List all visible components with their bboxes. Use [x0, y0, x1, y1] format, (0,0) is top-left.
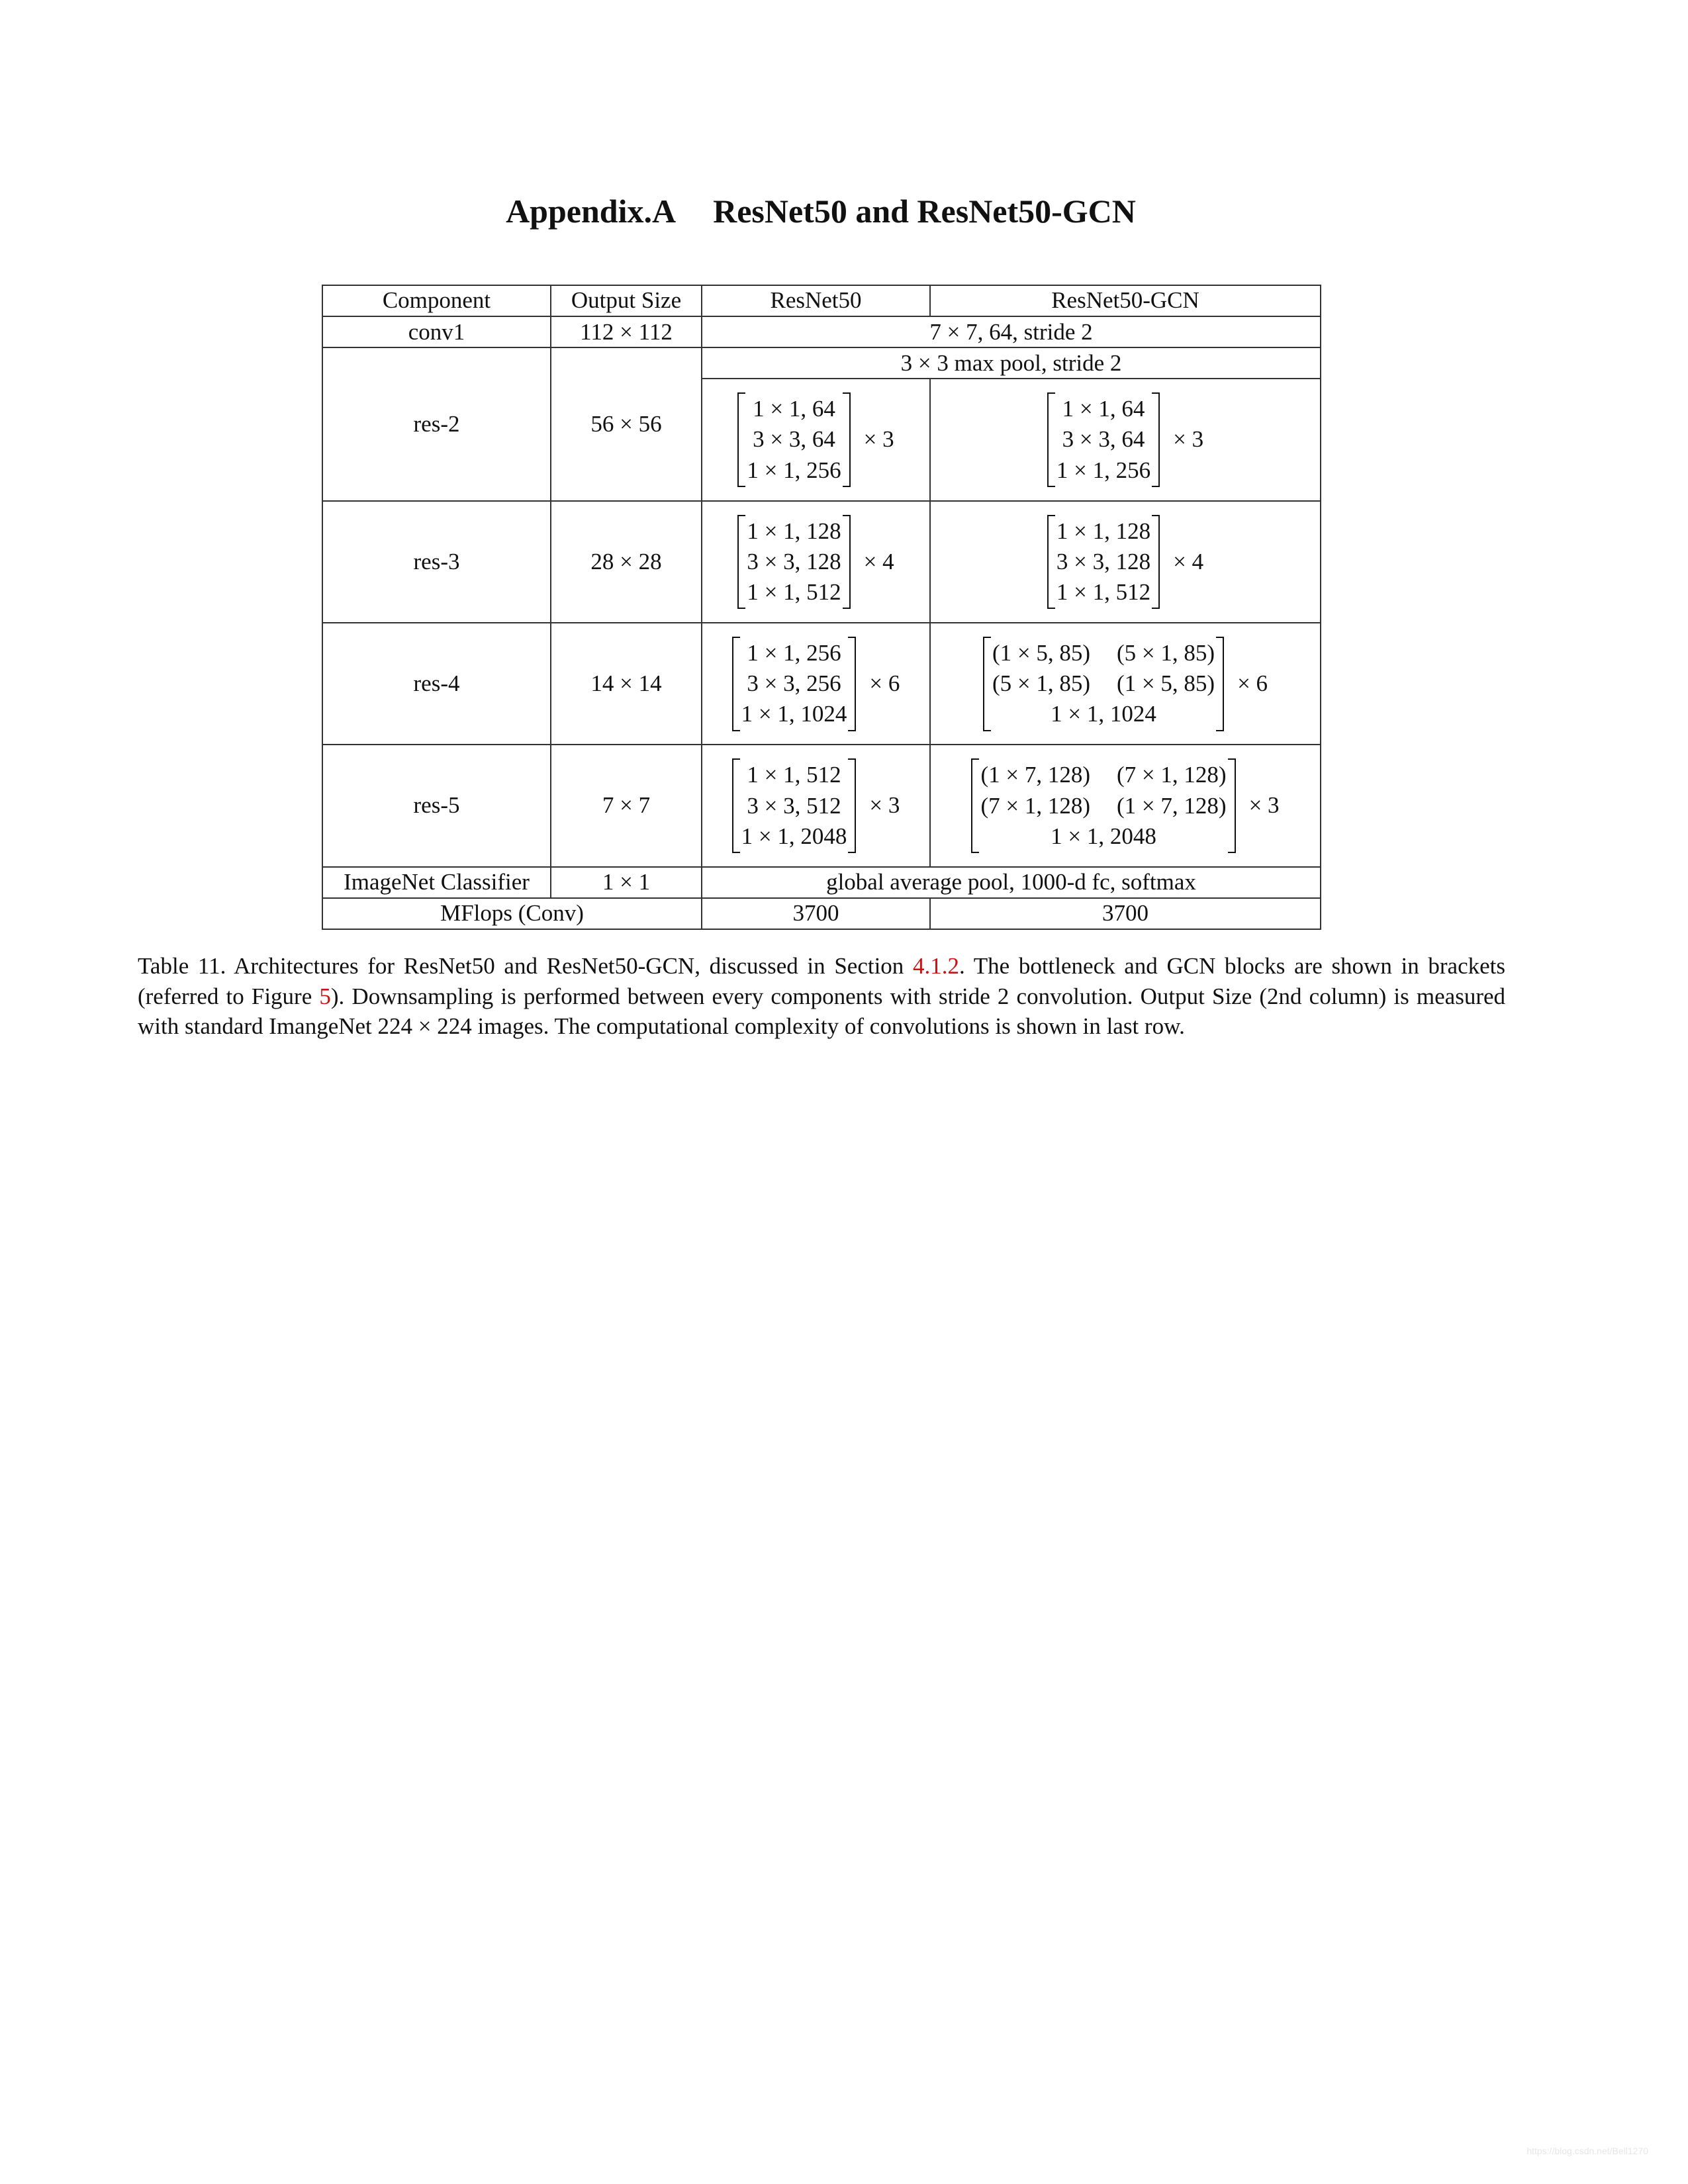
matrix-row: 1 × 1, 128	[747, 518, 841, 544]
block-matrix	[971, 758, 1235, 853]
matrix-entry: (7 × 1, 128)	[1117, 762, 1227, 788]
cell-output-size: 56 × 56	[551, 347, 702, 500]
matrix-row	[992, 638, 1215, 668]
cell-component: MFlops (Conv)	[322, 898, 702, 929]
cell-res2-resnet	[702, 379, 930, 500]
matrix-row: 1 × 1, 2048	[741, 823, 847, 849]
header-resnet50-gcn: ResNet50-GCN	[930, 285, 1321, 316]
cell-mflops-gcn: 3700	[930, 898, 1321, 929]
matrix-row: 1 × 1, 64	[1062, 396, 1145, 422]
header-component: Component	[322, 285, 551, 316]
cell-component: res-2	[322, 347, 551, 500]
cell-component: res-4	[322, 623, 551, 745]
bottleneck-block	[732, 758, 900, 853]
table-row-mflops	[322, 898, 1321, 929]
matrix-row: 1 × 1, 256	[1056, 457, 1151, 483]
cell-res4-resnet	[702, 623, 930, 745]
bottleneck-block	[1047, 515, 1203, 610]
block-multiplier: × 4	[863, 548, 894, 574]
matrix-row	[992, 668, 1215, 699]
cell-res4-gcn	[930, 623, 1321, 745]
matrix-row: 1 × 1, 256	[747, 639, 841, 666]
matrix-entry: (1 × 7, 128)	[980, 762, 1090, 788]
cell-res3-resnet	[702, 501, 930, 623]
cell-mflops-resnet: 3700	[702, 898, 930, 929]
appendix-title	[0, 192, 1642, 230]
block-multiplier: × 3	[869, 792, 900, 819]
block-matrix	[983, 637, 1224, 731]
matrix-row	[980, 791, 1226, 821]
block-multiplier: × 3	[1173, 426, 1204, 453]
matrix-row: 1 × 1, 1024	[741, 701, 847, 727]
matrix-entry: (1 × 5, 85)	[992, 639, 1090, 666]
matrix-row: 1 × 1, 512	[1056, 578, 1151, 605]
caption-text: . The bottleneck and GCN blocks are shown in brackets (referred to Figure	[138, 953, 1505, 1009]
caption-text: Table 11. Architectures for ResNet50 and ResNet50-GCN, discussed in Section	[138, 953, 913, 979]
matrix-entry: (1 × 7, 128)	[1117, 792, 1227, 819]
header-output-size: Output Size	[551, 285, 702, 316]
block-matrix	[737, 392, 850, 487]
gcn-block	[971, 758, 1279, 853]
cell-classifier-spec: global average pool, 1000-d fc, softmax	[702, 867, 1321, 898]
matrix-entry: (5 × 1, 85)	[1117, 639, 1215, 666]
header-resnet50: ResNet50	[702, 285, 930, 316]
section-reference-link[interactable]: 4.1.2	[912, 953, 959, 979]
cell-component: res-5	[322, 745, 551, 866]
appendix-heading: ResNet50 and ResNet50-GCN	[713, 193, 1136, 230]
matrix-row: 1 × 1, 1024	[1051, 701, 1156, 727]
matrix-entry: (7 × 1, 128)	[980, 792, 1090, 819]
block-multiplier: × 4	[1173, 548, 1204, 574]
block-matrix	[732, 637, 857, 731]
cell-res3-gcn	[930, 501, 1321, 623]
table-row-conv1	[322, 316, 1321, 347]
block-matrix	[737, 515, 850, 610]
matrix-row: 3 × 3, 128	[747, 548, 841, 574]
matrix-row: 3 × 3, 128	[1056, 548, 1151, 574]
matrix-row: 3 × 3, 64	[1062, 426, 1145, 453]
matrix-row: 1 × 1, 2048	[1051, 823, 1156, 849]
block-multiplier: × 6	[869, 670, 900, 697]
matrix-row: 1 × 1, 128	[1056, 518, 1151, 544]
block-matrix	[732, 758, 857, 853]
matrix-entry: (1 × 5, 85)	[1117, 670, 1215, 697]
cell-output-size: 28 × 28	[551, 501, 702, 623]
table-caption	[138, 951, 1505, 1042]
appendix-label: Appendix.A	[506, 193, 677, 230]
cell-output-size: 14 × 14	[551, 623, 702, 745]
table-row-maxpool	[322, 347, 1321, 379]
matrix-row: 1 × 1, 64	[753, 396, 835, 422]
table-row-classifier	[322, 867, 1321, 898]
table-row-res4	[322, 623, 1321, 745]
matrix-row: 1 × 1, 512	[747, 578, 841, 605]
bottleneck-block	[737, 515, 894, 610]
matrix-row: 1 × 1, 256	[747, 457, 841, 483]
table-row-res5	[322, 745, 1321, 866]
cell-res2-gcn	[930, 379, 1321, 500]
cell-res5-resnet	[702, 745, 930, 866]
block-matrix	[1047, 515, 1160, 610]
matrix-row: 1 × 1, 512	[747, 762, 841, 788]
table-header-row	[322, 285, 1321, 316]
architecture-table	[322, 285, 1321, 930]
cell-output-size: 1 × 1	[551, 867, 702, 898]
block-multiplier: × 3	[1248, 792, 1280, 819]
cell-component: ImageNet Classifier	[322, 867, 551, 898]
matrix-row: 3 × 3, 64	[753, 426, 835, 453]
cell-output-size: 7 × 7	[551, 745, 702, 866]
bottleneck-block	[732, 637, 900, 731]
bottleneck-block	[737, 392, 894, 487]
cell-component: res-3	[322, 501, 551, 623]
matrix-row: 3 × 3, 256	[747, 670, 841, 697]
block-multiplier: × 6	[1237, 670, 1268, 697]
matrix-row: 3 × 3, 512	[747, 792, 841, 819]
figure-reference-link[interactable]: 5	[319, 983, 331, 1009]
cell-maxpool: 3 × 3 max pool, stride 2	[702, 347, 1321, 379]
cell-component: conv1	[322, 316, 551, 347]
cell-conv1-spec: 7 × 7, 64, stride 2	[702, 316, 1321, 347]
cell-output-size: 112 × 112	[551, 316, 702, 347]
block-multiplier: × 3	[863, 426, 894, 453]
matrix-entry: (5 × 1, 85)	[992, 670, 1090, 697]
watermark: https://blog.csdn.net/Bell1270	[1526, 2146, 1648, 2156]
gcn-block	[983, 637, 1268, 731]
bottleneck-block	[1047, 392, 1203, 487]
block-matrix	[1047, 392, 1160, 487]
table-row-res3	[322, 501, 1321, 623]
cell-res5-gcn	[930, 745, 1321, 866]
caption-text: ). Downsampling is performed between every components with stride 2 convolution. Output Size (2nd column) is measured with standard ImangeNet 224 × 224 images. The computational complexity of convolutions is shown in last row.	[138, 983, 1506, 1039]
matrix-row	[980, 760, 1226, 790]
